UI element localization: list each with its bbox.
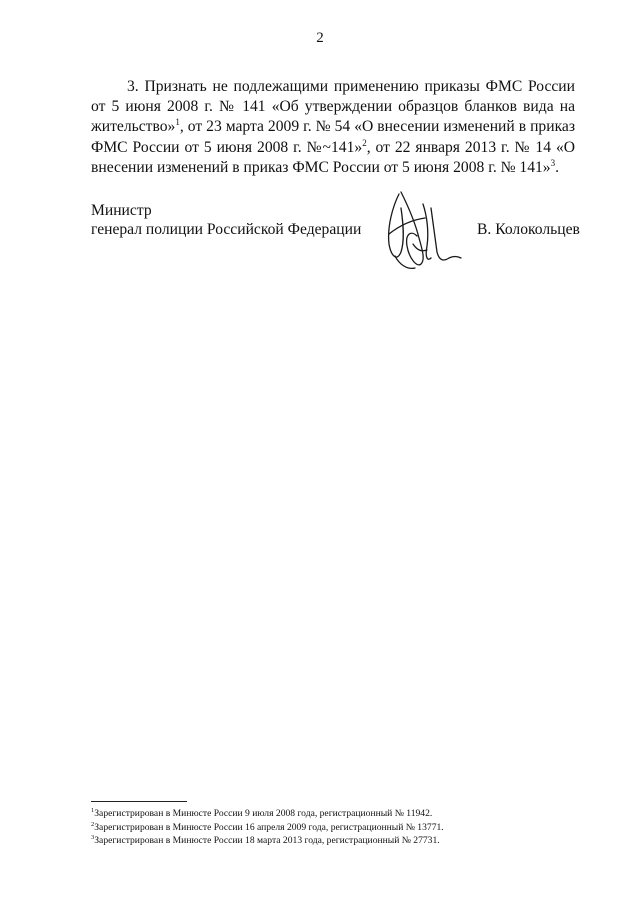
footnote-2 <box>91 821 591 835</box>
footnote-marker: 2 <box>91 820 95 828</box>
footnote-marker: 1 <box>91 807 95 814</box>
signature-block <box>91 201 581 291</box>
footnote-text: Зарегистрирован в Минюсте России 16 апреля 2009 года, регистрационный № 13771. <box>94 821 444 833</box>
footnotes <box>91 807 591 848</box>
order-paragraph <box>91 77 575 178</box>
footnote-ref-1: 1 <box>175 117 180 128</box>
minister-rank: генерал полиции Российской Федерации <box>91 221 362 238</box>
paragraph-text-2: , от 23 марта 2009 г. № 54 «О внесении изменений в приказ ФМС России от 5 июня 2008 г. №~141» <box>91 118 575 156</box>
page-number: 2 <box>316 30 324 46</box>
paragraph-text-3: , от 22 января 2013 г. № 14 «О внесении изменений в приказ ФМС России от 5 июня 2008 г. № 141» <box>91 138 575 176</box>
paragraph-text-1: 3. Признать не подлежащими применению приказы ФМС России от 5 июня 2008 г. № 141 «Об утверждении образцов бланков вида на жительство» <box>91 78 575 136</box>
footnote-text: Зарегистрирован в Минюсте России 18 марта 2013 года, регистрационный № 27731. <box>94 835 440 847</box>
handwritten-signature <box>377 186 467 286</box>
footnote-text: Зарегистрирован в Минюсте России 9 июля 2008 года, регистрационный № 11942. <box>94 808 433 819</box>
minister-name: В. Колокольцев <box>477 221 580 238</box>
footnote-1 <box>91 807 591 821</box>
footnote-3 <box>91 834 591 848</box>
footnote-ref-3: 3 <box>550 157 556 168</box>
minister-title: Министр <box>91 202 152 219</box>
footnote-separator <box>91 801 187 802</box>
footnote-ref-2: 2 <box>362 137 367 148</box>
footnote-marker: 3 <box>91 834 95 842</box>
paragraph-text-4: . <box>555 158 560 176</box>
